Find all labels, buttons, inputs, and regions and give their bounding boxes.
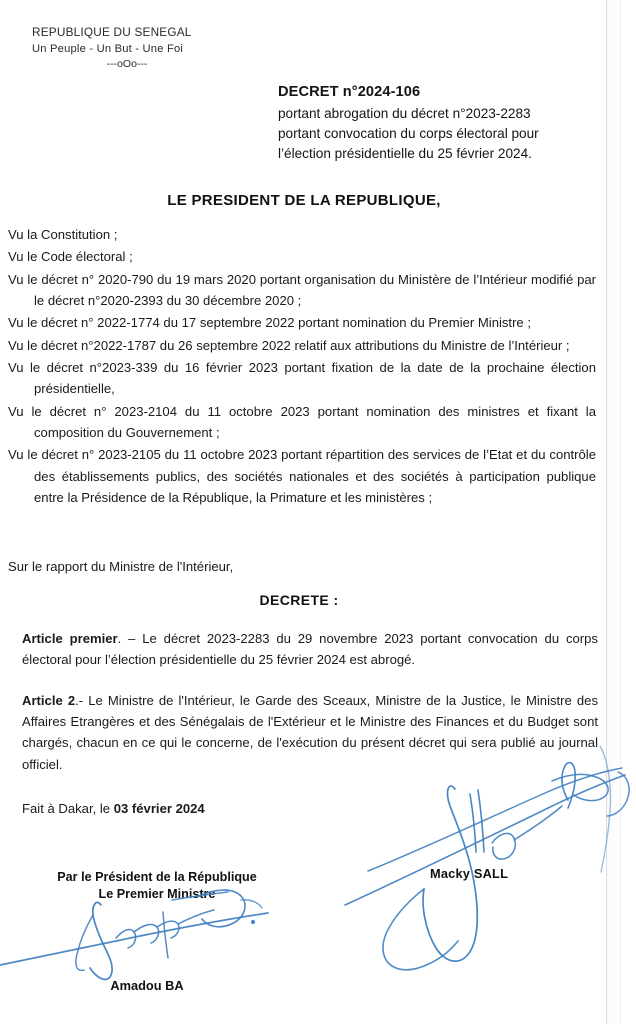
enactment-heading: DECRETE : — [259, 592, 339, 608]
prime-minister-signature-stroke-squiggle-3 — [157, 921, 179, 938]
prime-minister-signature-stroke-run — [178, 910, 214, 924]
visa-item: Vu le décret n° 2023-2104 du 11 octobre 2023 portant nomination des ministres et fixant la composition du Gouvernement ; — [8, 403, 596, 440]
letterhead — [32, 24, 262, 73]
visa-item: Vu le décret n°2023-339 du 16 février 2023 portant fixation de la date de la prochaine élection présidentielle, — [8, 359, 596, 397]
prime-minister-signature-stroke-squiggle-2 — [134, 925, 159, 943]
countersignature-title — [22, 869, 292, 903]
president-signature-stroke-k-arm — [552, 774, 608, 800]
decree-subtitle-line-1: portant abrogation du décret n°2023-2283 — [278, 105, 531, 121]
president-signature-stroke-underline-2 — [368, 768, 622, 871]
president-name: Macky SALL — [430, 866, 509, 881]
article-second — [22, 690, 598, 775]
visa-item: Vu le décret n°2022-1787 du 26 septembre 2022 relatif aux attributions du Ministre de l’Intérieur ; — [8, 337, 570, 353]
article-first-text: Le décret 2023-2283 du 29 novembre 2023 portant convocation du corps électoral pour l’élection présidentielle du 25 février 2024 est abrogé. — [22, 631, 598, 668]
prime-minister-signature-stroke-spike — [163, 912, 168, 958]
president-signature-stroke-underline-1 — [345, 775, 625, 905]
report-line: Sur le rapport du Ministre de l'Intérieur, — [8, 559, 234, 574]
visa-list — [8, 224, 596, 509]
letterhead-country: REPUBLIQUE DU SENEGAL — [32, 25, 192, 39]
president-signature-stroke-bowl — [383, 889, 458, 970]
article-first-label: Article premier — [22, 631, 118, 646]
prime-minister-name: Amadou BA — [110, 978, 184, 993]
president-heading: LE PRESIDENT DE LA REPUBLIQUE, — [167, 192, 441, 209]
article-second-label: Article 2 — [22, 693, 76, 708]
president-signature-stroke-ll-1 — [470, 794, 476, 852]
place-and-date-value: 03 février 2024 — [113, 801, 205, 816]
visa-item: Vu le Code électoral ; — [8, 249, 133, 265]
prime-minister-signature-stroke-a-descender — [76, 915, 93, 970]
decree-number: DECRET n°2024-106 — [278, 84, 421, 100]
prime-minister-signature-stroke-squiggle-1 — [116, 930, 136, 948]
visa-item: Vu la Constitution ; — [8, 227, 118, 242]
visa-item: Vu le décret n° 2023-2105 du 11 octobre 2023 portant répartition des services de l’Etat et du contrôle des établissements publics, des sociétés nationales et des sociétés à participation publique entre la Présidence de la République, la Primature et les ministères ; — [8, 447, 596, 505]
place-and-date — [22, 801, 205, 816]
countersignature-line-1: Par le Président de la République — [57, 870, 257, 884]
prime-minister-signature-stroke-baseline — [0, 913, 268, 965]
president-signature-stroke-a — [492, 833, 515, 859]
visa-item: Vu le décret n° 2022-1774 du 17 septembre 2022 portant nomination du Premier Ministre ; — [8, 315, 531, 331]
page-edge-line-outer — [620, 0, 621, 1024]
letterhead-motto: Un Peuple - Un But - Une Foi — [32, 43, 184, 56]
place-and-date-prefix: Fait à Dakar, le — [22, 801, 114, 816]
page-edge-line-inner — [606, 0, 607, 1024]
letterhead-ornament: ---oOo--- — [106, 58, 148, 71]
visa-item: Vu le décret n° 2020-790 du 19 mars 2020 portant organisation du Ministère de l’Intérieur modifié par le décret n°2020-2393 du 30 décembre 2020 ; — [8, 271, 596, 308]
article-first-separator: . – — [117, 631, 143, 646]
prime-minister-signature-stroke-dot — [251, 920, 255, 924]
title-block — [278, 82, 588, 164]
prime-minister-signature-stroke-a-loop — [90, 902, 112, 979]
decree-subtitle-line-3: l’élection présidentielle du 25 février 2024. — [278, 145, 532, 161]
article-second-text: Le Ministre de l'Intérieur, le Garde des Sceaux, Ministre de la Justice, le Ministre des Affaires Etrangères et des Sénégalais de l'Extérieur et le Ministre des Finances et du Budget sont chargés, chacun en ce qui le concerne, de l'exécution du présent décret qui sera publié au journal officiel. — [22, 693, 599, 772]
page-edge-shading — [607, 0, 620, 1024]
president-signature-stroke-ll-2 — [478, 790, 484, 852]
countersignature-line-2: Le Premier Ministre — [98, 886, 216, 901]
president-signature-stroke-tail — [514, 806, 562, 840]
article-first — [22, 628, 598, 670]
article-second-separator: .- — [75, 693, 89, 708]
decree-subtitle-line-2: portant convocation du corps électoral pour — [278, 125, 539, 141]
